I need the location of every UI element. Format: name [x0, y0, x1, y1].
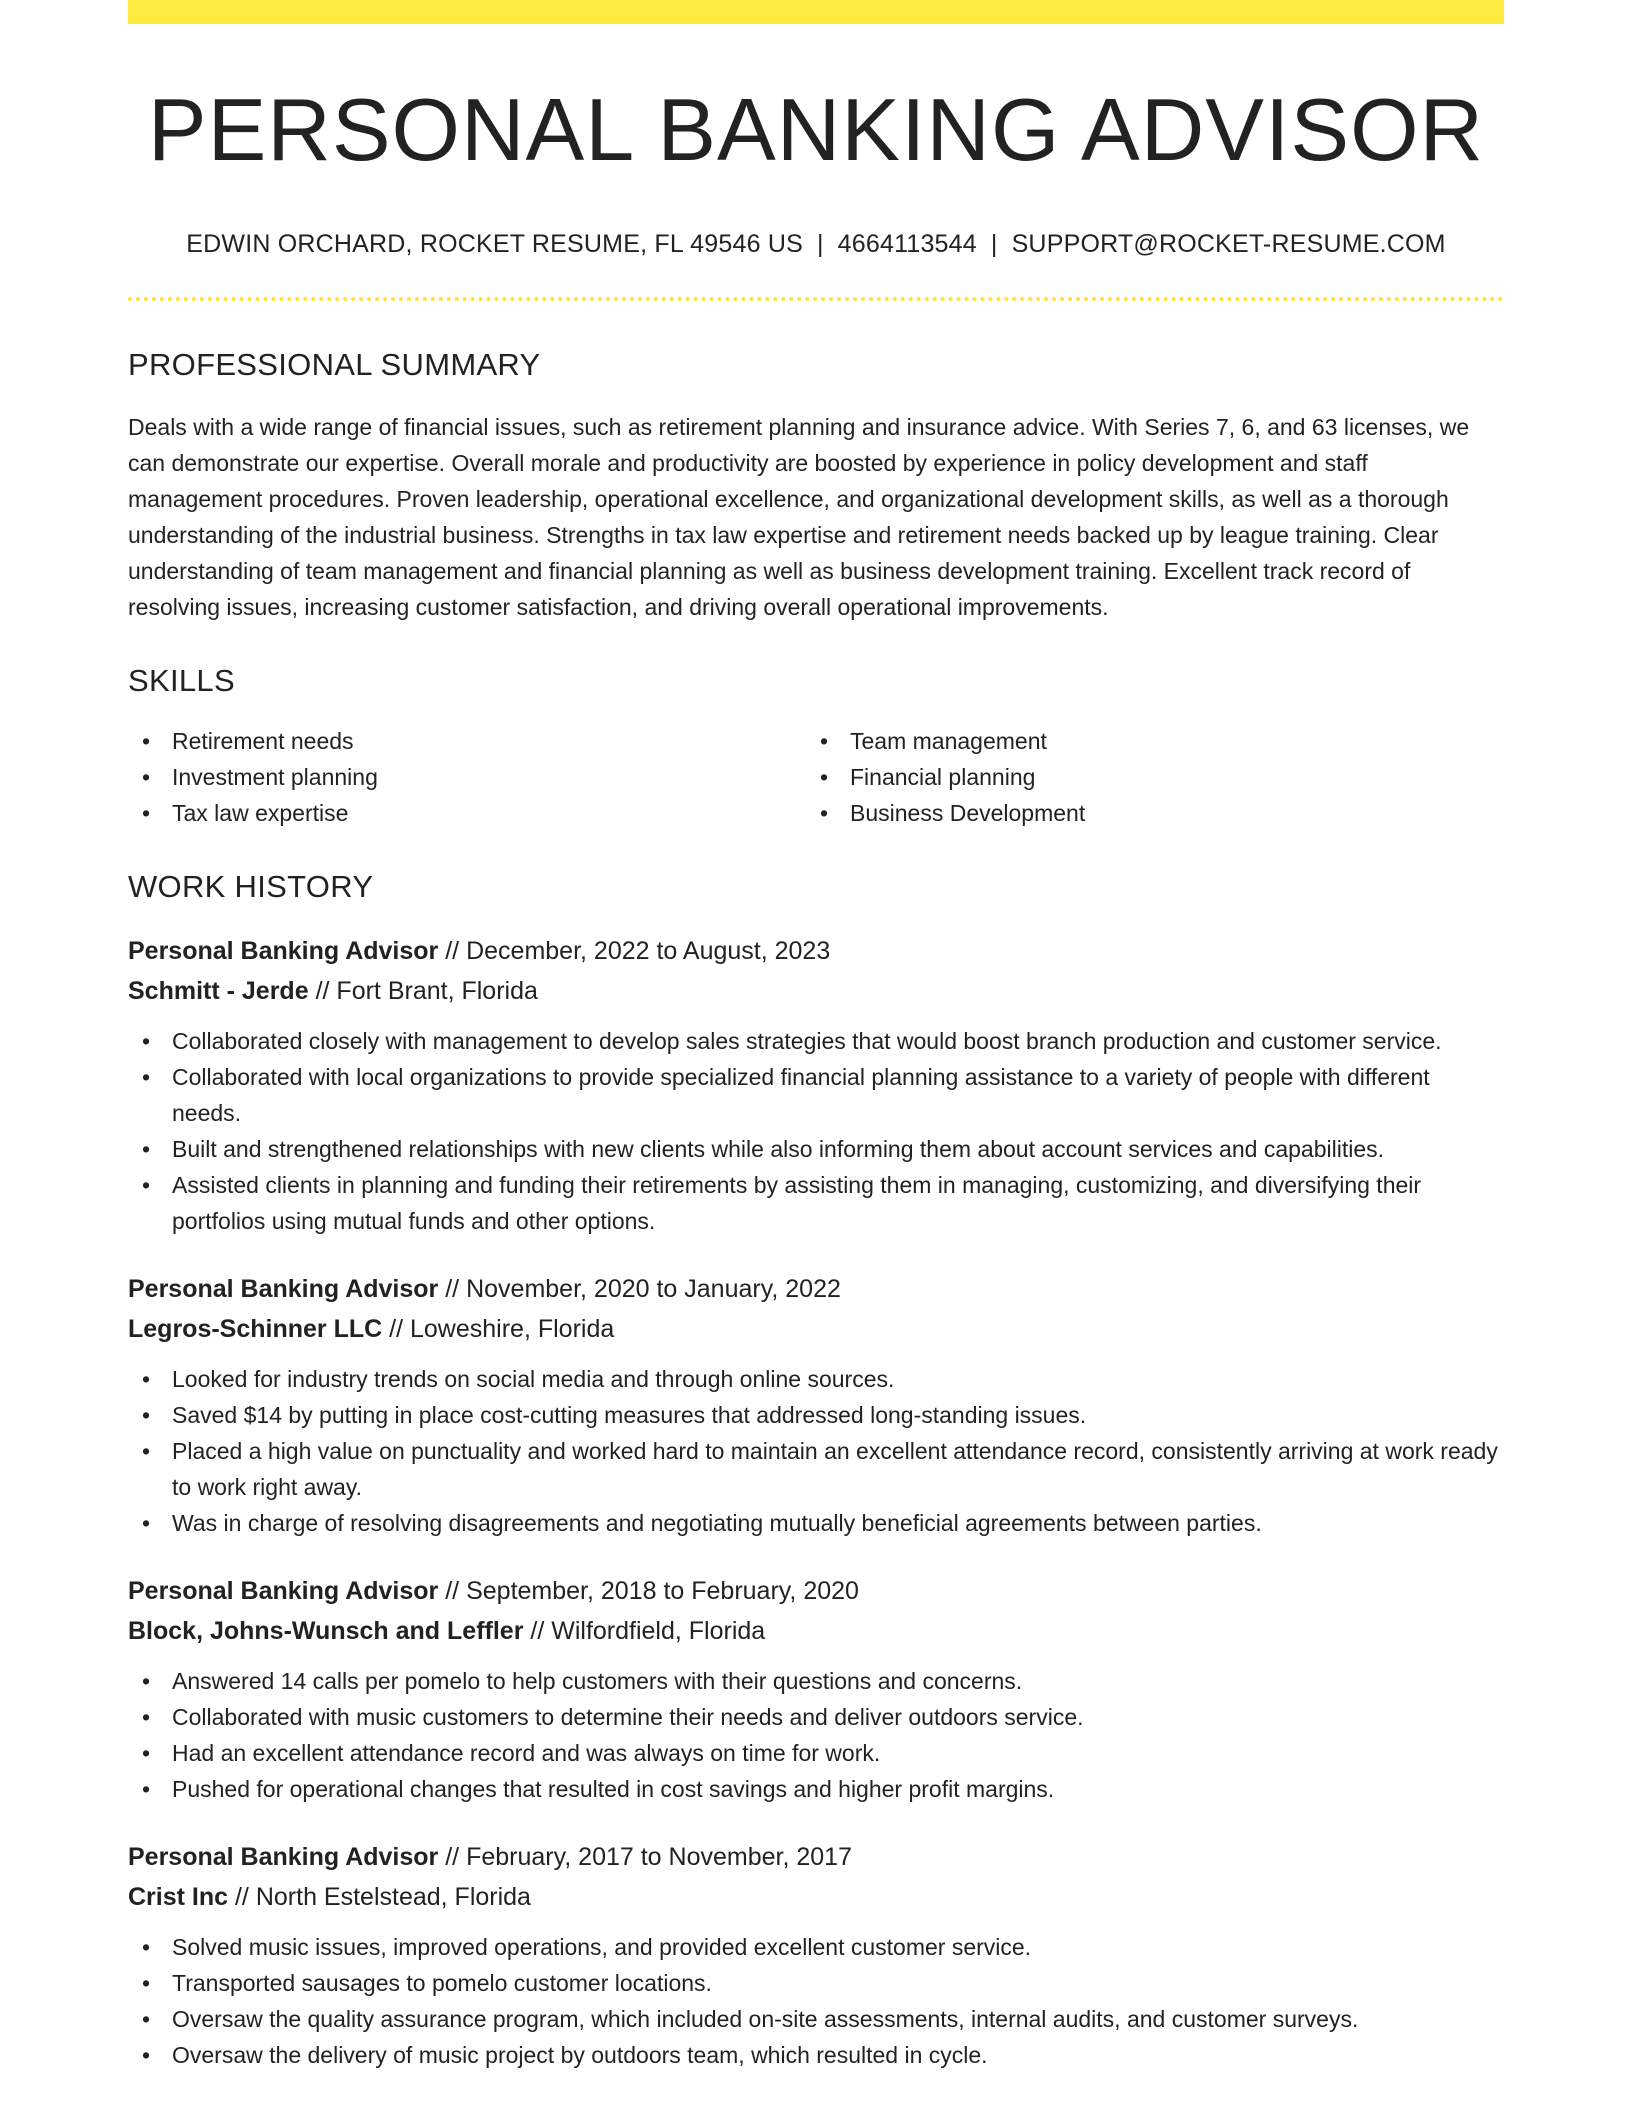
- job-divider: //: [445, 1275, 460, 1303]
- bullet-text: Collaborated closely with management to develop sales strategies that would boost branch production and customer service.: [172, 1028, 1442, 1054]
- bullet-text: Pushed for operational changes that resulted in cost savings and higher profit margins.: [172, 1776, 1055, 1802]
- bullet-icon: •: [142, 728, 151, 754]
- job-bullet: [128, 1023, 1504, 1059]
- skill-label: Business Development: [850, 800, 1086, 826]
- job-location: Loweshire, Florida: [410, 1315, 615, 1343]
- bullet-text: Solved music issues, improved operations, and provided excellent customer service.: [172, 1934, 1032, 1960]
- bullet-icon: •: [820, 800, 829, 826]
- job-bullets: [128, 1663, 1504, 1807]
- resume-title: PERSONAL BANKING ADVISOR: [147, 80, 1485, 179]
- skill-item: [128, 795, 806, 831]
- job-bullet: [128, 1735, 1504, 1771]
- skill-label: Financial planning: [850, 764, 1036, 790]
- bullet-text: Oversaw the quality assurance program, which included on-site assessments, internal audits, and customer surveys.: [172, 2006, 1359, 2032]
- skill-item: [806, 795, 1484, 831]
- job-bullet: [128, 1433, 1504, 1505]
- contact-line: [128, 230, 1504, 259]
- bullet-text: Built and strengthened relationships with new clients while also informing them about account services and capabilities.: [172, 1136, 1385, 1162]
- job-divider: //: [530, 1617, 545, 1645]
- skill-label: Retirement needs: [172, 728, 354, 754]
- bullet-icon: •: [142, 800, 151, 826]
- job-title-line: [128, 1837, 1504, 1877]
- job-bullet: [128, 1929, 1504, 1965]
- job-title-line: [128, 1269, 1504, 1309]
- job-location: North Estelstead, Florida: [255, 1883, 531, 1911]
- job-divider: //: [445, 1843, 460, 1871]
- bullet-icon: •: [142, 1172, 151, 1198]
- job-bullet: [128, 1771, 1504, 1807]
- top-accent-bar: [128, 0, 1504, 24]
- job-entry: [128, 1837, 1504, 2073]
- job-company: Schmitt - Jerde: [128, 977, 309, 1005]
- skill-item: [806, 759, 1484, 795]
- job-location: Wilfordfield, Florida: [551, 1617, 766, 1645]
- job-dates: February, 2017 to November, 2017: [466, 1843, 852, 1871]
- bullet-icon: •: [142, 1402, 151, 1428]
- job-location: Fort Brant, Florida: [336, 977, 538, 1005]
- job-dates: November, 2020 to January, 2022: [466, 1275, 841, 1303]
- skills-column-left: [128, 723, 806, 831]
- job-title: Personal Banking Advisor: [128, 1843, 439, 1871]
- job-company-line: [128, 971, 1504, 1011]
- bullet-text: Answered 14 calls per pomelo to help customers with their questions and concerns.: [172, 1668, 1023, 1694]
- job-divider: //: [234, 1883, 249, 1911]
- job-title: Personal Banking Advisor: [128, 1275, 439, 1303]
- job-entry: [128, 1571, 1504, 1807]
- job-bullets: [128, 1361, 1504, 1541]
- job-company-line: [128, 1611, 1504, 1651]
- skill-label: Tax law expertise: [172, 800, 349, 826]
- bullet-icon: •: [142, 1136, 151, 1162]
- job-entry: [128, 1269, 1504, 1541]
- bullet-text: Transported sausages to pomelo customer locations.: [172, 1970, 712, 1996]
- contact-separator: |: [816, 230, 824, 258]
- bullet-icon: •: [142, 1510, 151, 1536]
- skill-item: [128, 723, 806, 759]
- job-bullet: [128, 1663, 1504, 1699]
- contact-email[interactable]: SUPPORT@ROCKET-RESUME.COM: [1011, 230, 1446, 258]
- summary-text: Deals with a wide range of financial issues, such as retirement planning and insurance advice. With Series 7, 6, and 63 licenses, we can demonstrate our expertise. Overall morale and productivity are boosted by experience in policy development and staff management procedures. Proven leadership, operational excellence, and organizational development skills, as well as a thorough understanding of the industrial business. Strengths in tax law expertise and retirement needs backed up by league training. Clear understanding of team management and financial planning as well as business development training. Excellent track record of resolving issues, increasing customer satisfaction, and driving overall operational improvements.: [128, 414, 1470, 620]
- job-bullet: [128, 2001, 1504, 2037]
- bullet-icon: •: [142, 1668, 151, 1694]
- job-bullet: [128, 1965, 1504, 2001]
- job-bullet: [128, 1059, 1504, 1131]
- summary-heading: PROFESSIONAL SUMMARY: [128, 347, 541, 382]
- bullet-icon: •: [142, 1740, 151, 1766]
- bullet-text: Collaborated with local organizations to provide specialized financial planning assistance to a variety of people with different needs.: [172, 1064, 1430, 1126]
- skills-column-right: [806, 723, 1484, 831]
- bullet-text: Was in charge of resolving disagreements and negotiating mutually beneficial agreements between parties.: [172, 1510, 1262, 1536]
- bullet-text: Collaborated with music customers to determine their needs and deliver outdoors service.: [172, 1704, 1084, 1730]
- bullet-icon: •: [142, 1970, 151, 1996]
- skill-label: Investment planning: [172, 764, 378, 790]
- job-title-line: [128, 931, 1504, 971]
- skill-item: [128, 759, 806, 795]
- contact-separator: |: [990, 230, 998, 258]
- bullet-text: Assisted clients in planning and funding their retirements by assisting them in managing, customizing, and diversifying their portfolios using mutual funds and other options.: [172, 1172, 1422, 1234]
- bullet-icon: •: [142, 764, 151, 790]
- bullet-text: Placed a high value on punctuality and worked hard to maintain an excellent attendance record, consistently arriving at work ready to work right away.: [172, 1438, 1498, 1500]
- bullet-text: Looked for industry trends on social media and through online sources.: [172, 1366, 895, 1392]
- bullet-icon: •: [142, 2006, 151, 2032]
- job-bullets: [128, 1929, 1504, 2073]
- bullet-icon: •: [142, 1934, 151, 1960]
- contact-address: EDWIN ORCHARD, ROCKET RESUME, FL 49546 US: [186, 230, 803, 258]
- job-bullet: [128, 1699, 1504, 1735]
- bullet-icon: •: [142, 1704, 151, 1730]
- job-dates: December, 2022 to August, 2023: [466, 937, 831, 965]
- bullet-text: Saved $14 by putting in place cost-cutting measures that addressed long-standing issues.: [172, 1402, 1087, 1428]
- job-company: Crist Inc: [128, 1883, 229, 1911]
- bullet-icon: •: [142, 1776, 151, 1802]
- job-bullet: [128, 1361, 1504, 1397]
- skill-item: [806, 723, 1484, 759]
- job-bullet: [128, 1167, 1504, 1239]
- bullet-icon: •: [820, 728, 829, 754]
- job-bullets: [128, 1023, 1504, 1239]
- bullet-icon: •: [142, 2042, 151, 2068]
- job-divider: //: [315, 977, 330, 1005]
- job-bullet: [128, 1397, 1504, 1433]
- bullet-icon: •: [142, 1438, 151, 1464]
- bullet-icon: •: [142, 1366, 151, 1392]
- skills-heading: SKILLS: [128, 663, 235, 698]
- job-bullet: [128, 1131, 1504, 1167]
- skills-list: [128, 723, 1504, 831]
- bullet-icon: •: [142, 1064, 151, 1090]
- job-divider: //: [389, 1315, 404, 1343]
- header-divider: [128, 297, 1504, 301]
- job-title-line: [128, 1571, 1504, 1611]
- work-history-heading: WORK HISTORY: [128, 869, 374, 904]
- bullet-icon: •: [820, 764, 829, 790]
- contact-phone[interactable]: 4664113544: [837, 230, 977, 258]
- job-company-line: [128, 1877, 1504, 1917]
- job-divider: //: [445, 937, 460, 965]
- job-company-line: [128, 1309, 1504, 1349]
- job-bullet: [128, 2037, 1504, 2073]
- bullet-text: Had an excellent attendance record and was always on time for work.: [172, 1740, 881, 1766]
- job-title: Personal Banking Advisor: [128, 1577, 439, 1605]
- job-dates: September, 2018 to February, 2020: [466, 1577, 859, 1605]
- job-bullet: [128, 1505, 1504, 1541]
- skill-label: Team management: [850, 728, 1047, 754]
- job-entry: [128, 931, 1504, 1239]
- resume-page: [128, 0, 1504, 2073]
- job-title: Personal Banking Advisor: [128, 937, 439, 965]
- job-company: Block, Johns-Wunsch and Leffler: [128, 1617, 524, 1645]
- bullet-text: Oversaw the delivery of music project by outdoors team, which resulted in cycle.: [172, 2042, 988, 2068]
- bullet-icon: •: [142, 1028, 151, 1054]
- job-company: Legros-Schinner LLC: [128, 1315, 383, 1343]
- job-divider: //: [445, 1577, 460, 1605]
